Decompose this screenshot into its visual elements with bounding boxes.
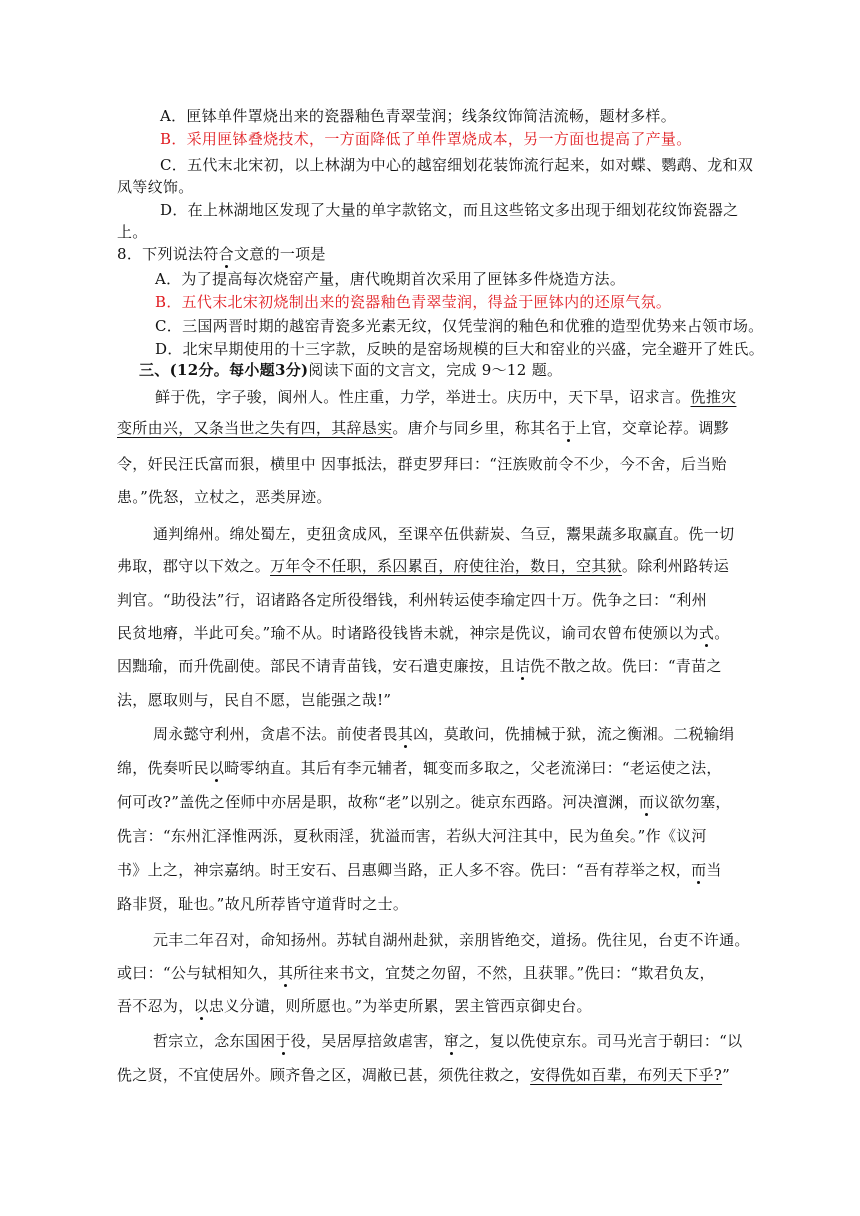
emphasis-char: 而 [691,861,707,879]
q8-option-c: C．三国两晋时期的越窑青瓷多光素无纹，仅凭莹润的釉色和优雅的造型优势来占领市场。 [155,317,764,335]
passage-text: 忠义分谴，则所愿也。”为举吏所累，罢主管西京御史台。 [208,997,592,1015]
q7-option-b: B．采用匣钵叠烧技术，一方面降低了单件罩烧成本，另一方面也提高了产量。 [160,130,692,148]
passage-text: 议欲勿塞， [654,793,731,811]
passage-text: 当 [706,861,722,879]
passage-text: 绵，侁奏听民 [117,759,209,777]
passage-line: 通判绵州。绵处蜀左，吏狃贪成风，至课卒伍供薪炭、刍豆，鬻果蔬多取赢直。侁一切 [153,525,735,543]
passage-text: 。唐介与同乡里，称其名 [392,419,561,437]
passage-line [117,656,722,676]
passage-line: 患。”侁怒，立杖之，恶类屏迹。 [117,488,332,506]
q8-option-a: A．为了提高每次烧窑产量，唐代晚期首次采用了匣钵多件烧造方法。 [155,270,626,288]
underlined-sentence: 变所由兴，又条当世之失有四，其辞恳实 [117,419,393,437]
passage-text: ” [722,1066,731,1084]
passage-text: 侁不散之故。侁曰：“青苗之 [530,657,722,675]
q7-option-c-line2: 凤等纹饰。 [117,178,194,196]
emphasis-char: 窜 [443,1032,460,1050]
emphasis-char: 于 [275,1032,291,1050]
passage-line: 路非贤，耻也。”故凡所荐皆守道背时之士。 [117,895,409,913]
underlined-sentence: 侁推灾 [690,388,737,406]
passage-line [153,724,734,744]
passage-text: 民贫地瘠，半此可矣。”瑜不从。时诸路役钱皆未就，神宗是侁议，谕司农曾布使颁以为 [117,624,699,642]
passage-line: 元丰二年召对，命知扬州。苏轼自湖州赴狱，亲朋皆绝交，道扬。侁往见，台吏不许通。 [153,931,750,949]
passage-text: 侁之贤，不宜使居外。顾齐鲁之区，凋敝已甚，须侁往救之， [117,1066,531,1084]
passage-line: 判官。“助役法”行，诏诸路各定所役缗钱，利州转运使李瑜定四十万。侁争之曰：“利州 [117,591,708,609]
q7-option-d-line1: D．在上林湖地区发现了大量的单字款铭文，而且这些铭文多出现于细划花纹饰瓷器之 [160,201,739,219]
passage-text: 周永懿守利州，贪虐不法。前使者畏 [153,725,398,743]
emphasis-char: 而 [638,793,655,811]
section-3-heading [139,360,562,380]
passage-text: 哲宗立，念东国困 [153,1032,276,1050]
passage-text: 鲜于侁，字子骏，阆州人。性庄重，力学，举进士。庆历中，天下旱，诏求言。 [155,388,691,406]
passage-line [117,758,722,778]
passage-line: 法，愿取则与，民自不愿，岂能强之哉!” [117,691,392,709]
passage-line: 侁言：“东州汇泽惟两泺，夏秋雨淫，犹溢而害，若纵大河注其中，民为鱼矣。”作《议河 [117,827,707,845]
passage-line [117,792,731,812]
passage-line [117,556,729,576]
passage-line [117,623,730,643]
passage-text: 之，复以侁使京东。司马光言于朝曰：“以 [459,1032,743,1050]
passage-text: 凶，莫敢问，侁捕械于狱，流之衡湘。二税输绢 [413,725,735,743]
passage-text: 弗取，郡守以下效之。 [117,557,271,575]
passage-line [117,996,592,1016]
passage-text: 。除利州路转运 [621,557,730,575]
emphasis-char: 以 [193,997,209,1015]
emphasis-char: 合 [218,245,234,263]
emphasis-char: 于 [560,419,577,437]
passage-text: 书》上之，神宗嘉纳。时王安石、吕惠卿当路，正人多不容。侁曰：“吾有荐举之权， [117,861,692,879]
emphasis-char: 其 [277,964,294,982]
passage-text: 役，吴居厚掊敛虐害， [290,1032,444,1050]
passage-line [117,418,729,438]
emphasis-char: 式 [698,624,715,642]
passage-text: 。 [714,624,730,642]
passage-text: 上官，交章论荐。调黟 [576,419,730,437]
section-instruction: 阅读下面的文言文，完成 9～12 题。 [308,361,563,379]
underlined-sentence: 安得侁如百辈，布列天下乎? [530,1066,723,1084]
q7-option-c-line1: C．五代末北宋初，以上林湖为中心的越窑细划花装饰流行起来，如对蝶、鹦鹉、龙和双 [160,156,754,174]
q8-option-b: B．五代末北宋初烧制出来的瓷器釉色青翠莹润，得益于匣钵内的还原气氛。 [155,293,672,311]
passage-line [153,1031,742,1051]
emphasis-char: 以 [208,759,225,777]
emphasis-char: 其 [397,725,414,743]
q7-option-d-line2: 上。 [117,223,148,241]
passage-line: 令，奸民汪氏富而狠，横里中 因事抵法，群吏罗拜曰：“汪族败前令不少，今不舍，后当贻 [117,455,727,473]
passage-text: 畸零纳直。其后有李元辅者，辄变而多取之，父老流涕曰：“老运使之法， [224,759,722,777]
emphasis-char: 诘 [514,657,531,675]
passage-text: 或曰：“公与轼相知久， [117,964,278,982]
passage-line [117,860,722,880]
passage-line [155,387,736,407]
q8-stem-text: 8．下列说法符 [117,245,219,263]
q8-stem [117,244,326,264]
q8-stem-text-end: 文意的一项是 [233,245,326,263]
section-number: 三、 [139,361,170,379]
underlined-sentence: 万年令不任职，系囚累百，府使往治，数日，空其狱 [270,557,622,575]
passage-text: 因黜瑜，而升侁副使。部民不请青苗钱，安石遣吏廉按，且 [117,657,515,675]
passage-line [117,963,715,983]
passage-text: 所往来书文，宜焚之勿留，不然，且获罪。”侁曰：“欺君负友， [293,964,715,982]
passage-text: 何可改?”盖侁之侄师中亦居是职，故称“老”以别之。徙京东西路。河决澶渊， [117,793,639,811]
passage-line [117,1065,730,1085]
passage-text: 吾不忍为， [117,997,194,1015]
q7-option-a: A．匣钵单件罩烧出来的瓷器釉色青翠莹润；线条纹饰简洁流畅，题材多样。 [160,107,677,125]
q8-option-d: D．北宋早期使用的十三字款，反映的是窑场规模的巨大和窑业的兴盛，完全避开了姓氏。 [155,340,765,358]
section-points: (12分。每小题3分) [169,361,309,379]
